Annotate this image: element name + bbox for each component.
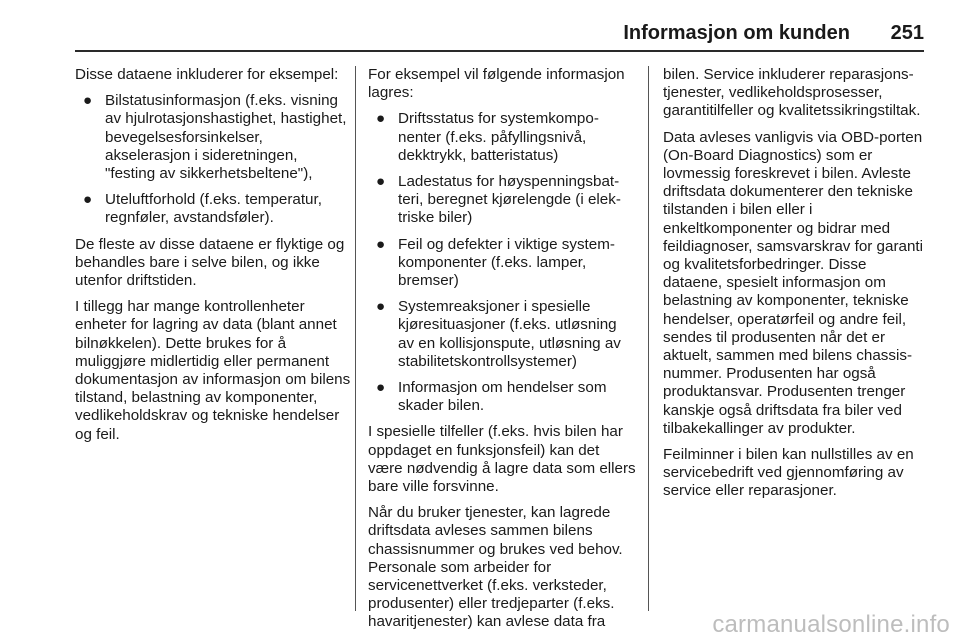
section-title: Informasjon om kunden <box>623 22 850 44</box>
list-item <box>368 298 636 371</box>
list-item <box>368 173 636 228</box>
list-item <box>368 110 636 165</box>
paragraph: Data avleses vanligvis via OBD-porten (On-Board Diagnostics) som er lovmessig foreskrevet i bilen. Avleste driftsdata dokumenterer den tekniske tilstanden i bilen eller i enkeltkomponenter og bidrar med feildiagnoser, samsvarskrav for garanti og kvalitetsforbedringer. Disse dataene, spesielt informasjon om belastning av komponenter, tekniske hendelser, operatørfeil og andre feil, sendes til produsenten når det er aktuelt, sammen med bilens chassisnummer. Produsenten har også produktansvar. Produsenten trenger kanskje også driftsdata fra biler ved tilbakekallinger av produkter. <box>663 128 923 437</box>
list-item-text: Uteluftforhold (f.eks. temperatur, regnføler, avstandsføler). <box>105 191 322 227</box>
page-number: 251 <box>890 22 924 44</box>
column2-intro: For eksempel vil følgende informasjon lagres: <box>368 66 625 102</box>
bullet-icon: ● <box>83 92 93 110</box>
bullet-icon: ● <box>83 191 93 209</box>
bullet-icon: ● <box>376 298 386 316</box>
list-item-text: Feil og defekter i viktige systemkomponenter (f.eks. lamper, bremser) <box>398 235 615 290</box>
page-header <box>75 22 924 52</box>
list-item-text: Informasjon om hendelser som skader bilen. <box>398 379 607 415</box>
column2-bullet-list <box>368 110 636 415</box>
paragraph: Når du bruker tjenester, kan lagrede driftsdata avleses sammen bilens chassisnummer og brukes ved behov. Personale som arbeider for servicenettverket (f.eks. verksteder, produsenter) eller tredjeparter (f.eks. havaritjenester) kan avlese data fra <box>368 504 623 631</box>
bullet-icon: ● <box>376 379 386 397</box>
column-divider-right <box>648 66 649 611</box>
paragraph: bilen. Service inkluderer reparasjonstjenester, vedlikeholdsprosesser, garantitilfeller og kvalitetssikringstiltak. <box>663 66 921 120</box>
bullet-icon: ● <box>376 173 386 191</box>
paragraph: I spesielle tilfeller (f.eks. hvis bilen har oppdaget en funksjonsfeil) kan det være nødvendig å lagre data som ellers bare ville forsvinne. <box>368 423 636 496</box>
text-column-1 <box>75 66 351 452</box>
paragraph: I tillegg har mange kontrollenheter enheter for lagring av data (blant annet bilnøkkelen). Dette brukes for å muliggjøre midlertidig eller permanent dokumentasjon av informasjon om bilens tilstand, belastning av komponenter, vedlikeholdskrav og tekniske hendelser og feil. <box>75 298 351 443</box>
text-column-2 <box>368 66 636 640</box>
list-item-text: Ladestatus for høyspenningsbatteri, beregnet kjørelengde (i elektriske biler) <box>398 173 621 227</box>
list-item-text: Bilstatusinformasjon (f.eks. visning av hjulrotasjonshastighet, hastighet, bevegelsesforsinkelser, akselerasjon i sideretningen, "festing av sikkerhetsbeltene"), <box>105 92 347 183</box>
paragraph: Feilminner i bilen kan nullstilles av en servicebedrift ved gjennomføring av service eller reparasjoner. <box>663 446 914 500</box>
column1-bullet-list <box>75 92 351 227</box>
list-item-text: Driftsstatus for systemkomponenter (f.eks. påfyllingsnivå, dekktrykk, batteristatus) <box>398 110 599 164</box>
list-item <box>368 236 636 291</box>
text-column-3 <box>663 66 928 509</box>
list-item-text: Systemreaksjoner i spesielle kjøresituasjoner (f.eks. utløsning av en kollisjonspute, utløsning av stabilitetskontrollsystemer) <box>398 298 621 370</box>
bullet-icon: ● <box>376 235 386 253</box>
column-divider-left <box>355 66 356 611</box>
list-item <box>368 379 636 415</box>
list-item <box>75 191 351 227</box>
list-item <box>75 92 351 183</box>
column1-intro: Disse dataene inkluderer for eksempel: <box>75 66 339 83</box>
watermark-logo: carmanualsonline.info <box>712 611 950 638</box>
paragraph: De fleste av disse dataene er flyktige og behandles bare i selve bilen, og ikke utenfor driftstiden. <box>75 235 345 290</box>
bullet-icon: ● <box>376 110 386 128</box>
